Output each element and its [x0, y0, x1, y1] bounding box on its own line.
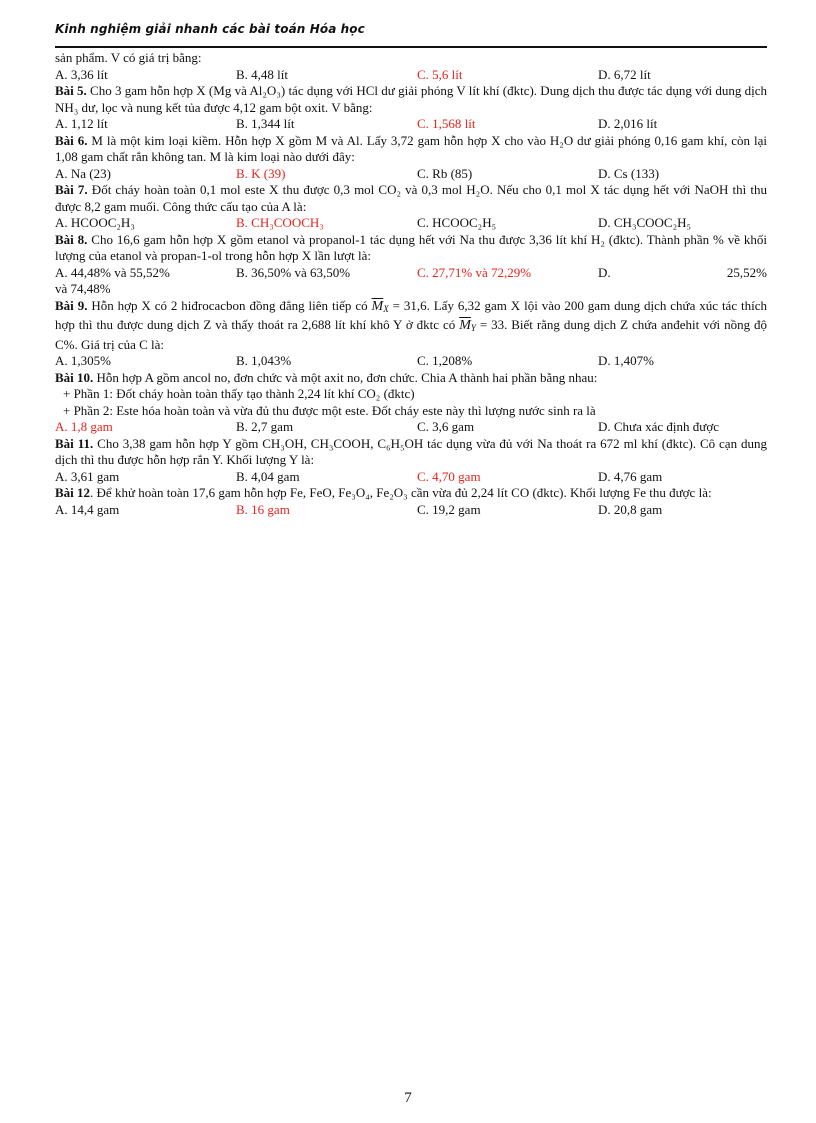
options-row: [55, 166, 767, 183]
option-c-correct: C. 5,6 lít: [417, 66, 463, 82]
page-content: [55, 50, 767, 518]
question-text: = 31,6. Lấy 6,32 gam X lội vào 200 gam dung dịch chứa xúc tác thích hợp thì thu được dung dịch Z và thấy thoát ra 2,688 lít khí khô Y ở đktc có: [55, 297, 767, 332]
question-11: [55, 436, 767, 469]
average-molar-mass-y-subscript: Y: [470, 323, 476, 333]
question-label: Bài 11.: [55, 435, 94, 451]
running-header: Kinh nghiệm giải nhanh các bài toán Hóa học: [55, 22, 365, 36]
option-d: D. CH₃COOC₂H₅: [598, 215, 692, 230]
option-c: C. 3,6 gam: [417, 419, 475, 434]
question-10: [55, 370, 767, 387]
options-row: [55, 67, 767, 84]
question-text: Cho 3,38 gam hỗn hợp Y gồm CH₃OH, CH₃COOH, C₆H₅OH tác dụng vừa đủ với Na thoát ra 672 ml khí (đktc). Cô cạn dung dịch thì thu được hỗn hợp rắn Y. Khối lượng Y là:: [55, 435, 767, 467]
question-label: Bài 10.: [55, 369, 94, 385]
question-label: Bài 12: [55, 485, 91, 500]
options-row: [55, 215, 767, 232]
option-c: C. HCOOC₂H₅: [417, 215, 497, 230]
option-c-correct: C. 4,70 gam: [417, 468, 481, 484]
question-10-part-2: + Phần 2: Este hóa hoàn toàn và vừa đủ thu được một este. Đốt cháy este này thì lượng nước sinh ra là: [63, 402, 596, 418]
question-label: Bài 8.: [55, 231, 88, 247]
option-d: D. 2,016 lít: [598, 116, 658, 131]
average-molar-mass-x: $\overline{M}$: [371, 298, 384, 314]
question-text: Đốt cháy hoàn toàn 0,1 mol este X thu được 0,3 mol CO₂ và 0,3 mol H₂O. Nếu cho 0,1 mol X tác dụng hết với NaOH thì thu được 8,2 gam muối. Công thức cấu tạo của A là:: [55, 182, 767, 214]
option-d: D. Cs (133): [598, 165, 660, 181]
option-b: B. 4,04 gam: [236, 468, 300, 484]
option-d-value: 25,52%: [726, 264, 767, 280]
option-c-correct: C. 1,568 lít: [417, 116, 476, 131]
option-b: B. 1,344 lít: [236, 116, 295, 131]
option-a: A. 1,12 lít: [55, 116, 108, 131]
option-b: B. 36,50% và 63,50%: [236, 264, 351, 280]
question-text: . Để khử hoàn toàn 17,6 gam hỗn hợp Fe, FeO, Fe₃O₄, Fe₂O₃ cần vừa đủ 2,24 lít CO (đktc). Khối lượng Fe thu được là:: [90, 485, 712, 500]
option-b-correct: B. K (39): [236, 165, 286, 181]
options-row: [55, 353, 767, 370]
option-c: C. Rb (85): [417, 165, 473, 181]
option-a: A. HCOOC₂H₃: [55, 215, 135, 230]
option-b: B. 4,48 lít: [236, 66, 289, 82]
options-row: [55, 469, 767, 486]
option-d: D. 1,407%: [598, 353, 654, 368]
question-text: Cho 3 gam hỗn hợp X (Mg và Al₂O₃) tác dụng với HCl dư giải phóng V lít khí (đktc). Dung dịch thu được tác dụng với dung dịch NH₃ dư, lọc và nung kết tủa được 4,12 gam bột oxit. V bằng:: [55, 83, 767, 115]
options-row: [55, 502, 767, 519]
question-label: Bài 5.: [55, 83, 87, 98]
question-12: [55, 485, 767, 502]
option-a-correct: A. 1,8 gam: [55, 419, 113, 434]
average-molar-mass-x-subscript: X: [383, 303, 389, 314]
option-b: B. 2,7 gam: [236, 419, 294, 434]
average-molar-mass-y: $\overline{M}$: [459, 318, 471, 333]
options-row: [55, 419, 767, 436]
question-text: Hỗn hợp A gồm ancol no, đơn chức và một axit no, đơn chức. Chia A thành hai phần bằng nhau:: [93, 369, 598, 385]
option-a: A. 3,36 lít: [55, 66, 108, 82]
question-10-part-1: + Phần 1: Đốt cháy hoàn toàn thấy tạo thành 2,24 lít khí CO₂ (đktc): [63, 386, 415, 401]
option-d: [598, 265, 767, 282]
option-d-continuation: và 74,48%: [55, 281, 111, 296]
option-d: D. 20,8 gam: [598, 501, 663, 517]
question-6: [55, 133, 767, 166]
question-label: Bài 6.: [55, 132, 88, 148]
options-row: [55, 265, 767, 282]
option-d: D. 6,72 lít: [598, 66, 651, 82]
question-5: [55, 83, 767, 116]
header-rule: [55, 46, 767, 48]
option-c-correct: C. 27,71% và 72,29%: [417, 264, 532, 280]
option-a: A. Na (23): [55, 165, 111, 181]
option-a: A. 1,305%: [55, 353, 111, 368]
option-d: D. Chưa xác định được: [598, 419, 719, 434]
question-text: Hỗn hợp X có 2 hiđrocacbon đồng đẳng liên tiếp có: [87, 297, 372, 313]
question-label: Bài 9.: [55, 297, 88, 313]
option-b-correct: B. CH₃COOCH₃: [236, 215, 324, 230]
option-d-label: D.: [598, 264, 611, 280]
question-text: = 33. Biết rằng dung dịch Z chứa anđehit với nồng độ C%. Giá trị của C là:: [55, 317, 767, 352]
question-text: M là một kim loại kiềm. Hỗn hợp X gồm M và Al. Lấy 3,72 gam hỗn hợp X cho vào H₂O dư giải phóng 0,16 gam khí, còn lại 1,08 gam chất rắn không tan. M là kim loại nào dưới đây:: [55, 132, 767, 164]
question-continuation: sản phẩm. V có giá trị bằng:: [55, 50, 202, 65]
option-c: C. 1,208%: [417, 353, 473, 368]
question-7: [55, 182, 767, 215]
question-text: Cho 16,6 gam hỗn hợp X gồm etanol và propanol-1 tác dụng hết với Na thu được 3,36 lít khí H₂ (đktc). Thành phần % về khối lượng của etanol và propan-1-ol trong hỗn hợp X lần lượt là:: [55, 231, 767, 263]
question-label: Bài 7.: [55, 182, 88, 197]
options-row: [55, 116, 767, 133]
option-a: A. 14,4 gam: [55, 501, 120, 517]
option-d: D. 4,76 gam: [598, 468, 663, 484]
option-b: B. 1,043%: [236, 353, 292, 368]
question-8: [55, 232, 767, 265]
option-a: A. 44,48% và 55,52%: [55, 264, 170, 280]
question-9: [55, 298, 767, 354]
option-c: C. 19,2 gam: [417, 501, 481, 517]
option-b-correct: B. 16 gam: [236, 501, 290, 517]
page-number: 7: [404, 1090, 412, 1106]
option-a: A. 3,61 gam: [55, 468, 120, 484]
